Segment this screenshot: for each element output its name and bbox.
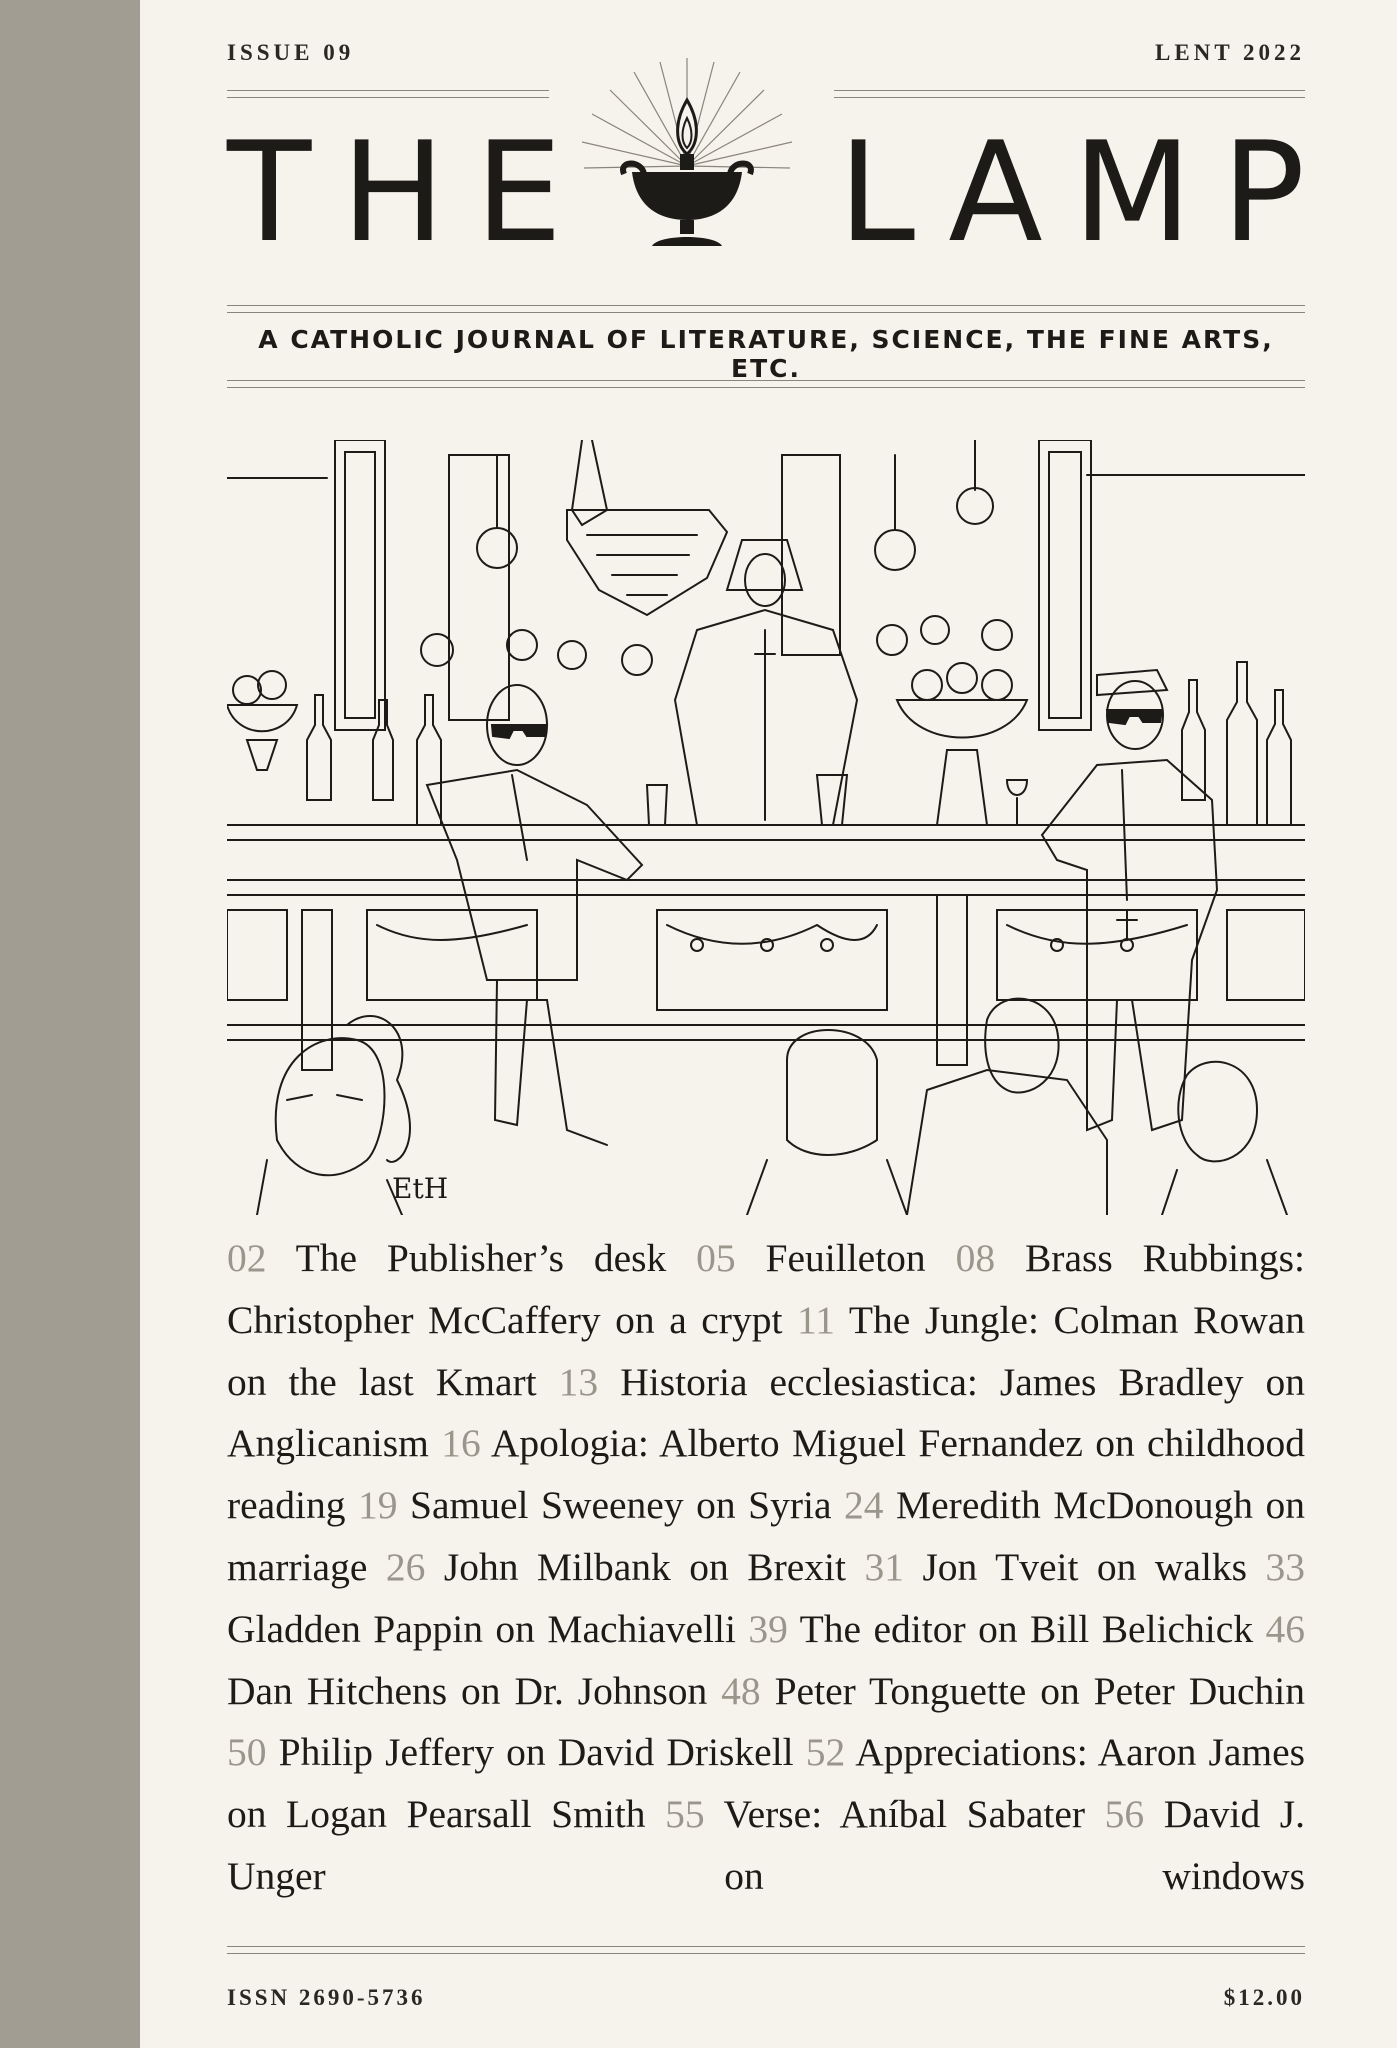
artist-signature: EtH — [392, 1172, 449, 1205]
toc-entry-title: Apologia: Alberto Miguel Fernandez on childhood reading — [227, 1421, 1306, 1528]
toc-entry-title: Gladden Pappin on Machiavelli — [227, 1606, 736, 1651]
toc-entry-title: The editor on Bill Belichick — [799, 1606, 1254, 1651]
toc-page-number: 50 — [227, 1730, 267, 1775]
toc-entry-title: Historia ecclesiastica: James Bradley on Anglicanism — [227, 1359, 1306, 1466]
toc-entry-title: Appreciations: Aaron James on Logan Pearsall Smith — [227, 1730, 1306, 1837]
toc-page-number: 11 — [796, 1297, 836, 1342]
tagline-rule-top — [227, 305, 1305, 313]
toc-entry-title: Verse: Aníbal Sabater — [723, 1792, 1086, 1837]
toc-entry-title: John Milbank on Brexit — [443, 1544, 846, 1589]
header-rule-right — [834, 90, 1305, 98]
toc-entry-title: Samuel Sweeney on Syria — [409, 1483, 832, 1528]
toc-entry-title: The Publisher’s desk — [295, 1236, 667, 1280]
toc-entry-title: Dan Hitchens on Dr. Johnson — [227, 1668, 708, 1713]
toc-page-number: 05 — [696, 1236, 736, 1280]
toc-page-number: 31 — [864, 1544, 904, 1589]
toc-page-number: 33 — [1265, 1544, 1306, 1589]
toc-page-number: 55 — [665, 1792, 705, 1837]
issue-season: LENT 2022 — [1155, 40, 1305, 65]
spine-band — [0, 0, 140, 2048]
toc-page-number: 16 — [441, 1421, 481, 1466]
masthead-lamp: LAMP — [838, 112, 1335, 273]
toc-page-number: 52 — [805, 1730, 846, 1775]
toc-entry-title: Philip Jeffery on David Driskell — [278, 1730, 794, 1775]
header-rule-left — [227, 90, 549, 98]
toc-page-number: 02 — [227, 1236, 267, 1280]
toc-page-number: 19 — [357, 1483, 398, 1528]
table-of-contents — [227, 1228, 1305, 1908]
masthead — [227, 112, 1335, 273]
toc-page-number: 26 — [385, 1544, 426, 1589]
toc-entry-title: The Jungle: Colman Rowan on the last Kmart — [227, 1297, 1305, 1404]
issue-number: ISSUE 09 — [227, 40, 355, 65]
toc-page-number: 46 — [1265, 1606, 1306, 1651]
tagline: A CATHOLIC JOURNAL OF LITERATURE, SCIENCE, THE FINE ARTS, ETC. — [258, 325, 1274, 383]
toc-entry-title: David J. Unger on windows — [227, 1792, 1306, 1898]
issn-number: ISSN 2690-5736 — [227, 1985, 426, 2010]
footer-rule — [227, 1946, 1305, 1954]
toc-entry-title: Jon Tveit on walks — [922, 1544, 1248, 1589]
toc-page-number: 39 — [748, 1606, 788, 1651]
toc-page-number: 56 — [1104, 1792, 1145, 1837]
bar-scene-illustration — [227, 440, 1305, 1215]
masthead-the: THE — [227, 112, 593, 273]
oil-lamp-icon — [582, 56, 792, 271]
cover-page — [227, 0, 1335, 2048]
toc-page-number: 13 — [558, 1359, 599, 1404]
toc-page-number: 48 — [721, 1668, 761, 1713]
toc-entry-title: Brass Rubbings: Christopher McCaffery on a crypt — [227, 1236, 1305, 1342]
cover-price: $12.00 — [1223, 1985, 1305, 2010]
toc-entry-title: Peter Tonguette on Peter Duchin — [774, 1668, 1306, 1713]
toc-page-number: 24 — [844, 1483, 884, 1528]
tagline-rule-bottom — [227, 380, 1305, 388]
footer-line — [227, 1985, 1305, 2015]
toc-entry-title: Feuilleton — [765, 1236, 926, 1280]
toc-page-number: 08 — [955, 1236, 996, 1280]
toc-entry-title: Meredith McDonough on marriage — [227, 1483, 1306, 1589]
